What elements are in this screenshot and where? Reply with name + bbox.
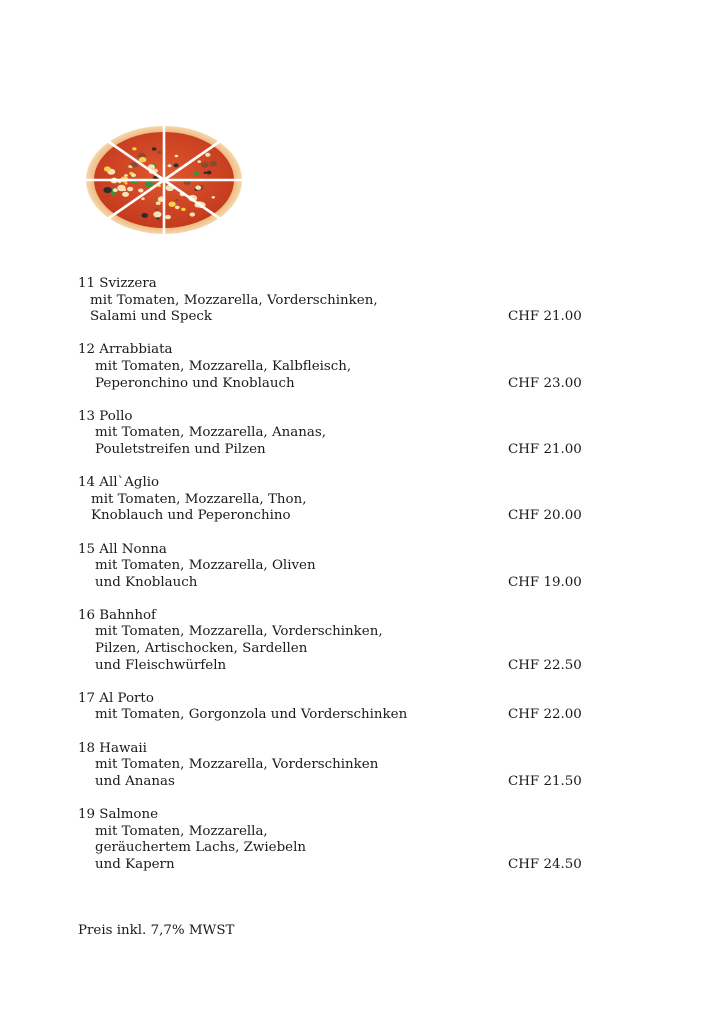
- topping: [128, 165, 132, 168]
- item-title: 14 All`Aglio: [78, 475, 160, 491]
- menu-item: [78, 741, 598, 791]
- topping: [144, 181, 153, 188]
- topping: [197, 160, 201, 163]
- item-price: CHF 24.50: [508, 856, 582, 872]
- item-description-line: mit Tomaten, Mozzarella, Thon,: [91, 491, 307, 507]
- topping: [113, 188, 118, 192]
- menu-item: [78, 276, 598, 326]
- topping: [194, 172, 200, 176]
- topping: [181, 208, 185, 211]
- item-description-line: Pilzen, Artischocken, Sardellen: [95, 641, 308, 657]
- item-price: CHF 21.00: [508, 441, 582, 457]
- topping: [168, 164, 172, 167]
- item-price: CHF 20.00: [508, 508, 582, 524]
- menu-item: [78, 475, 598, 525]
- topping: [201, 162, 209, 168]
- topping: [139, 157, 147, 163]
- item-description-line: und Fleischwürfeln: [95, 657, 227, 673]
- topping: [175, 155, 179, 158]
- item-title: 15 All Nonna: [78, 541, 167, 557]
- item-description-line: mit Tomaten, Mozzarella, Vorderschinken,: [95, 624, 383, 640]
- item-description-line: Peperonchino und Knoblauch: [95, 375, 295, 391]
- item-price: CHF 22.00: [508, 707, 582, 723]
- topping: [117, 185, 125, 191]
- item-description-line: Salami und Speck: [90, 309, 213, 325]
- item-description-line: Pouletstreifen und Pilzen: [95, 441, 266, 457]
- topping: [152, 147, 157, 150]
- item-description-line: mit Tomaten, Mozzarella, Kalbfleisch,: [95, 358, 352, 374]
- menu-item: [78, 608, 598, 674]
- topping: [165, 215, 171, 219]
- vat-note: Preis inkl. 7,7% MWST: [78, 923, 235, 938]
- item-price: CHF 23.00: [508, 375, 582, 391]
- topping: [103, 187, 111, 193]
- menu-list: [78, 276, 598, 890]
- item-description-line: geräuchertem Lachs, Zwiebeln: [95, 840, 306, 856]
- topping: [153, 211, 161, 217]
- topping: [169, 202, 176, 207]
- item-description-line: und Knoblauch: [95, 574, 198, 590]
- item-description-line: mit Tomaten, Mozzarella, Ananas,: [95, 425, 326, 441]
- topping: [156, 201, 161, 205]
- topping: [127, 187, 133, 192]
- menu-item: [78, 807, 598, 873]
- item-title: 16 Bahnhof: [78, 607, 157, 623]
- item-description-line: Knoblauch und Peperonchino: [91, 508, 291, 524]
- topping: [207, 171, 212, 175]
- item-price: CHF 19.00: [508, 574, 582, 590]
- topping: [204, 172, 207, 174]
- topping: [131, 173, 136, 177]
- item-title: 11 Svizzera: [78, 276, 157, 291]
- pizza-illustration: [84, 124, 244, 236]
- topping: [205, 153, 210, 157]
- item-description-line: und Kapern: [95, 856, 175, 872]
- topping: [156, 217, 159, 219]
- topping: [175, 206, 180, 210]
- topping: [141, 213, 148, 218]
- item-description-line: mit Tomaten, Mozzarella, Vorderschinken: [95, 757, 379, 773]
- item-title: 17 Al Porto: [78, 690, 154, 706]
- topping: [210, 161, 217, 167]
- item-description-line: mit Tomaten, Gorgonzola und Vorderschinken: [95, 707, 408, 723]
- menu-item: [78, 342, 598, 392]
- topping: [125, 182, 128, 184]
- topping: [155, 209, 159, 212]
- menu-item: [78, 691, 598, 724]
- item-title: 19 Salmone: [78, 807, 159, 822]
- topping: [141, 198, 144, 201]
- topping: [157, 151, 161, 154]
- topping: [195, 186, 201, 190]
- topping: [122, 192, 129, 197]
- topping: [190, 212, 196, 216]
- pizza-image: [84, 124, 244, 236]
- item-price: CHF 21.50: [508, 773, 582, 789]
- topping: [132, 147, 136, 150]
- item-title: 12 Arrabbiata: [78, 342, 173, 358]
- topping: [138, 189, 143, 193]
- item-description-line: mit Tomaten, Mozzarella, Oliven: [95, 558, 316, 574]
- item-description-line: mit Tomaten, Mozzarella,: [95, 823, 268, 839]
- item-description-line: und Ananas: [95, 773, 175, 789]
- item-price: CHF 21.00: [508, 309, 582, 325]
- topping: [104, 166, 111, 171]
- item-description-line: mit Tomaten, Mozzarella, Vorderschinken,: [90, 292, 378, 308]
- menu-item: [78, 409, 598, 459]
- topping: [212, 196, 215, 199]
- topping: [174, 164, 179, 168]
- item-price: CHF 22.50: [508, 657, 582, 673]
- topping: [175, 199, 178, 201]
- item-title: 18 Hawaii: [78, 740, 147, 756]
- item-title: 13 Pollo: [78, 408, 133, 424]
- menu-item: [78, 542, 598, 592]
- topping: [124, 174, 128, 177]
